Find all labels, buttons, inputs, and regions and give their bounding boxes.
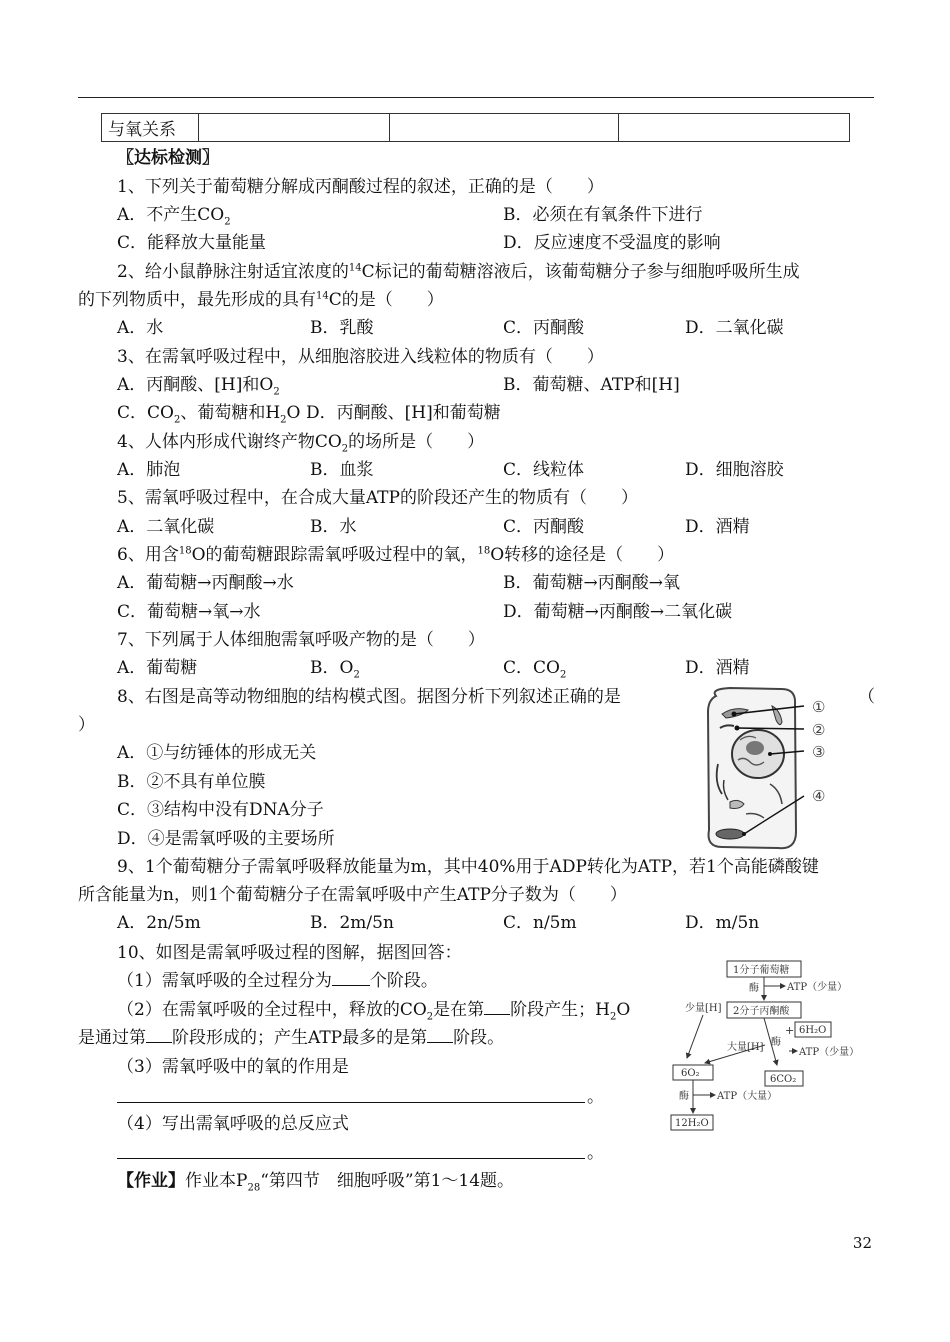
q8-option-b: B．②不具有单位膜 (117, 772, 266, 792)
q7-option-a: A．葡萄糖 (117, 658, 198, 678)
cell-label-4: ④ (812, 787, 826, 805)
box-glucose: 1分子葡萄糖 (733, 965, 790, 976)
table-cell (390, 114, 619, 142)
answer-blank[interactable] (484, 1000, 510, 1015)
q3-option-a: A．丙酮酸、[H]和$O_2$ (117, 375, 280, 398)
q6-option-a: A．葡萄糖→丙酮酸→水 (117, 573, 294, 593)
answer-blank[interactable] (332, 971, 370, 986)
comparison-table-row (101, 113, 850, 142)
q7-stem: 7、下列属于人体细胞需氧呼吸产物的是（ ） (117, 630, 485, 650)
q4-option-c: C．线粒体 (503, 460, 585, 480)
q10-part3: （3）需氧呼吸中的氧的作用是 (117, 1057, 349, 1077)
q5-option-c: C．丙酮酸 (503, 517, 585, 537)
q2-option-d: D．二氧化碳 (685, 318, 784, 338)
q4-option-d: D．细胞溶胶 (685, 460, 784, 480)
q10-part1: （1）需氧呼吸的全过程分为 个阶段。 (117, 971, 438, 991)
q8-option-d: D．④是需氧呼吸的主要场所 (117, 829, 335, 849)
q6-stem: 6、用含$^{18}$O的葡萄糖跟踪需氧呼吸过程中的氧，$^{18}$O转移的途径是（ ） (117, 545, 675, 565)
atp-small-label-1: ATP（少量） (787, 982, 848, 993)
q3-stem: 3、在需氧呼吸过程中，从细胞溶胶进入线粒体的物质有（ ） (117, 347, 604, 367)
answer-line-3[interactable] (117, 1102, 585, 1103)
h-large-label: 大量[H] (727, 1042, 764, 1053)
plus-sign: + (785, 1024, 795, 1037)
q1-stem: 1、下列关于葡萄糖分解成丙酮酸过程的叙述，正确的是（ ） (117, 177, 604, 197)
cell-label-1: ① (812, 698, 826, 716)
q7-option-b: B．$O_2$ (310, 658, 360, 681)
q9-option-a: A．2n/5m (117, 913, 201, 933)
q1-option-b: B．必须在有氧条件下进行 (503, 205, 703, 225)
q7-option-d: D．酒精 (685, 658, 750, 678)
co2-6-label: 6CO₂ (770, 1074, 797, 1085)
o2-6-label: 6O₂ (681, 1068, 700, 1079)
q5-option-d: D．酒精 (685, 517, 750, 537)
atp-small-label-2: ATP（少量） (799, 1047, 860, 1058)
q3-option-d: D．丙酮酸、[H]和葡萄糖 (306, 403, 501, 423)
q10-part2-line2: 是通过第 阶段形成的；产生ATP最多的是第 阶段。 (78, 1028, 505, 1048)
q1-option-a: A．不产生$CO_2$ (117, 205, 231, 228)
q5-stem: 5、需氧呼吸过程中，在合成大量ATP的阶段还产生的物质有（ ） (117, 488, 638, 508)
table-cell (619, 114, 850, 142)
q10-part4: （4）写出需氧呼吸的总反应式 (117, 1114, 349, 1134)
q4-stem: 4、人体内形成代谢终产物$CO_2$的场所是（ ） (117, 432, 485, 455)
table-cell (199, 114, 390, 142)
h2o-12-label: 12H₂O (675, 1118, 709, 1129)
homework-line: 【作业】作业本$P_{28}“$第四节 细胞呼吸”第1～14题。 (117, 1171, 515, 1194)
animal-cell-figure (700, 684, 850, 854)
q1-option-c: C．能释放大量能量 (117, 233, 267, 253)
q4-option-a: A．肺泡 (117, 460, 181, 480)
q4-option-b: B．血浆 (310, 460, 374, 480)
q3-option-b: B．葡萄糖、ATP和[H] (503, 375, 680, 395)
period-4: 。 (587, 1143, 604, 1163)
cell-label-2: ② (812, 721, 826, 739)
section-title: 〖达标检测〗 (117, 148, 219, 168)
q10-part2: （2）在需氧呼吸的全过程中，释放的$CO_2$是在第 阶段产生；$H_2O$ (117, 1000, 631, 1023)
q9-option-c: C．n/5m (503, 913, 577, 933)
enzyme-label-1: 酶 (749, 983, 759, 994)
cell-label-3: ③ (812, 743, 826, 761)
enzyme-label-3: 酶 (679, 1091, 689, 1102)
q7-option-c: C．$CO_2$ (503, 658, 567, 681)
q2-option-c: C．丙酮酸 (503, 318, 585, 338)
q1-option-d: D．反应速度不受温度的影响 (503, 233, 721, 253)
q10-stem: 10、如图是需氧呼吸过程的图解，据图回答： (117, 943, 462, 963)
h2o-6-label: 6H₂O (799, 1025, 827, 1036)
q2-option-b: B．乳酸 (310, 318, 374, 338)
q9-stem-line1: 9、1个葡萄糖分子需氧呼吸释放能量为m，其中40%用于ADP转化为ATP，若1个高能磷酸键 (117, 857, 819, 877)
q9-option-d: D．m/5n (685, 913, 760, 933)
q6-option-c: C．葡萄糖→氧→水 (117, 602, 261, 622)
q3-option-c: C．$CO_2$、葡萄糖和$H_2O$ (117, 403, 301, 426)
answer-line-4[interactable] (117, 1158, 585, 1159)
q8-paren-open: （ (858, 687, 875, 707)
box-pyruvate: 2分子丙酮酸 (733, 1006, 790, 1017)
enzyme-label-2: 酶 (771, 1037, 781, 1048)
q6-option-d: D．葡萄糖→丙酮酸→二氧化碳 (503, 602, 733, 622)
q8-option-c: C．③结构中没有DNA分子 (117, 800, 324, 820)
q2-stem: 2、给小鼠静脉注射适宜浓度的$^{14}$C标记的葡萄糖溶液后，该葡萄糖分子参与细胞呼吸所生成 (117, 262, 800, 282)
q9-stem-line2: 所含能量为n，则1个葡萄糖分子在需氧呼吸中产生ATP分子数为（ ） (78, 885, 627, 905)
q5-option-a: A．二氧化碳 (117, 517, 215, 537)
q9-option-b: B．2m/5n (310, 913, 394, 933)
answer-blank[interactable] (427, 1028, 453, 1043)
q2-option-a: A．水 (117, 318, 164, 338)
atp-large-label: ATP（大量） (717, 1091, 778, 1102)
aerobic-respiration-diagram (665, 955, 865, 1135)
q6-option-b: B．葡萄糖→丙酮酸→氧 (503, 573, 680, 593)
q8-option-a: A．①与纺锤体的形成无关 (117, 743, 317, 763)
q2-stem-line2: 的下列物质中，最先形成的具有$^{14}$C的是（ ） (78, 290, 444, 310)
h-small-label: 少量[H] (685, 1003, 722, 1014)
q5-option-b: B．水 (310, 517, 357, 537)
answer-blank[interactable] (146, 1028, 172, 1043)
q8-stem: 8、右图是高等动物细胞的结构模式图。据图分析下列叙述正确的是 (117, 687, 621, 707)
header-rule (78, 97, 874, 98)
q8-paren-close: ） (78, 715, 95, 735)
table-row-label: 与氧关系 (102, 114, 199, 142)
period-3: 。 (587, 1087, 604, 1107)
page-number: 32 (852, 1234, 872, 1252)
